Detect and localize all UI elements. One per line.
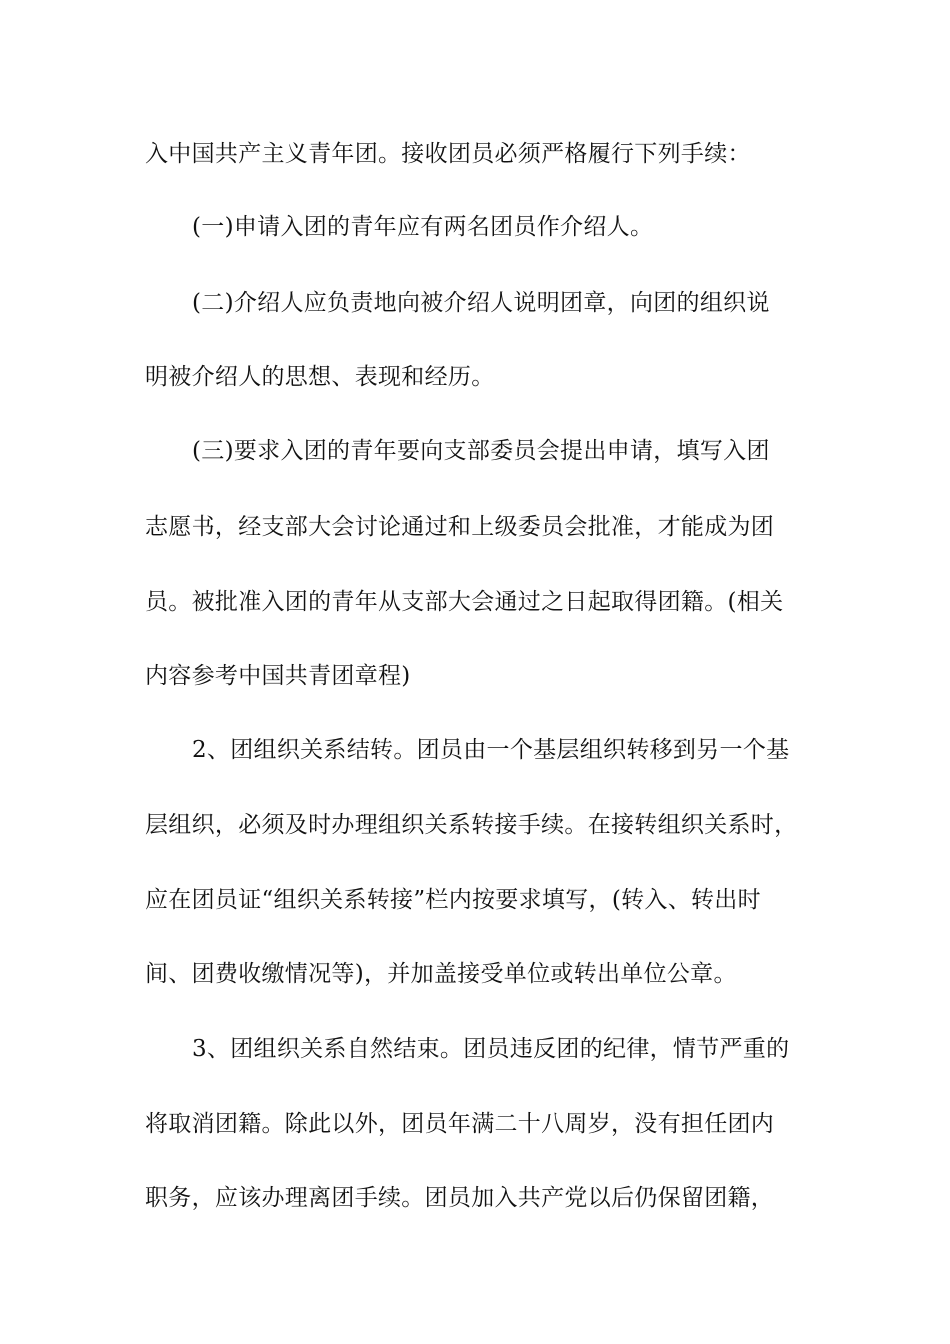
text-line: 职务，应该办理离团手续。团员加入共产党以后仍保留团籍，: [145, 1185, 775, 1211]
text-line: 2、团组织关系结转。团员由一个基层组织转移到另一个基: [192, 737, 790, 763]
text-line: 员。被批准入团的青年从支部大会通过之日起取得团籍。(相关: [145, 589, 784, 615]
text-line: (一)申请入团的青年应有两名团员作介绍人。: [192, 214, 654, 240]
text-line: 3、团组织关系自然结束。团员违反团的纪律，情节严重的: [192, 1036, 790, 1062]
text-line: 将取消团籍。除此以外，团员年满二十八周岁，没有担任团内: [145, 1111, 775, 1137]
text-line: 间、团费收缴情况等)，并加盖接受单位或转出单位公章。: [145, 961, 737, 987]
text-line: 应在团员证“组织关系转接”栏内按要求填写，(转入、转出时: [145, 887, 761, 913]
text-line: 层组织，必须及时办理组织关系转接手续。在接转组织关系时，: [145, 812, 798, 838]
text-line: (三)要求入团的青年要向支部委员会提出申请，填写入团: [192, 438, 770, 464]
text-line: 明被介绍人的思想、表现和经历。: [145, 364, 495, 390]
text-line: 入中国共产主义青年团。接收团员必须严格履行下列手续：: [145, 141, 751, 167]
text-line: 志愿书，经支部大会讨论通过和上级委员会批准，才能成为团: [145, 514, 775, 540]
text-line: (二)介绍人应负责地向被介绍人说明团章，向团的组织说: [192, 290, 770, 316]
text-line: 内容参考中国共青团章程): [145, 663, 411, 689]
